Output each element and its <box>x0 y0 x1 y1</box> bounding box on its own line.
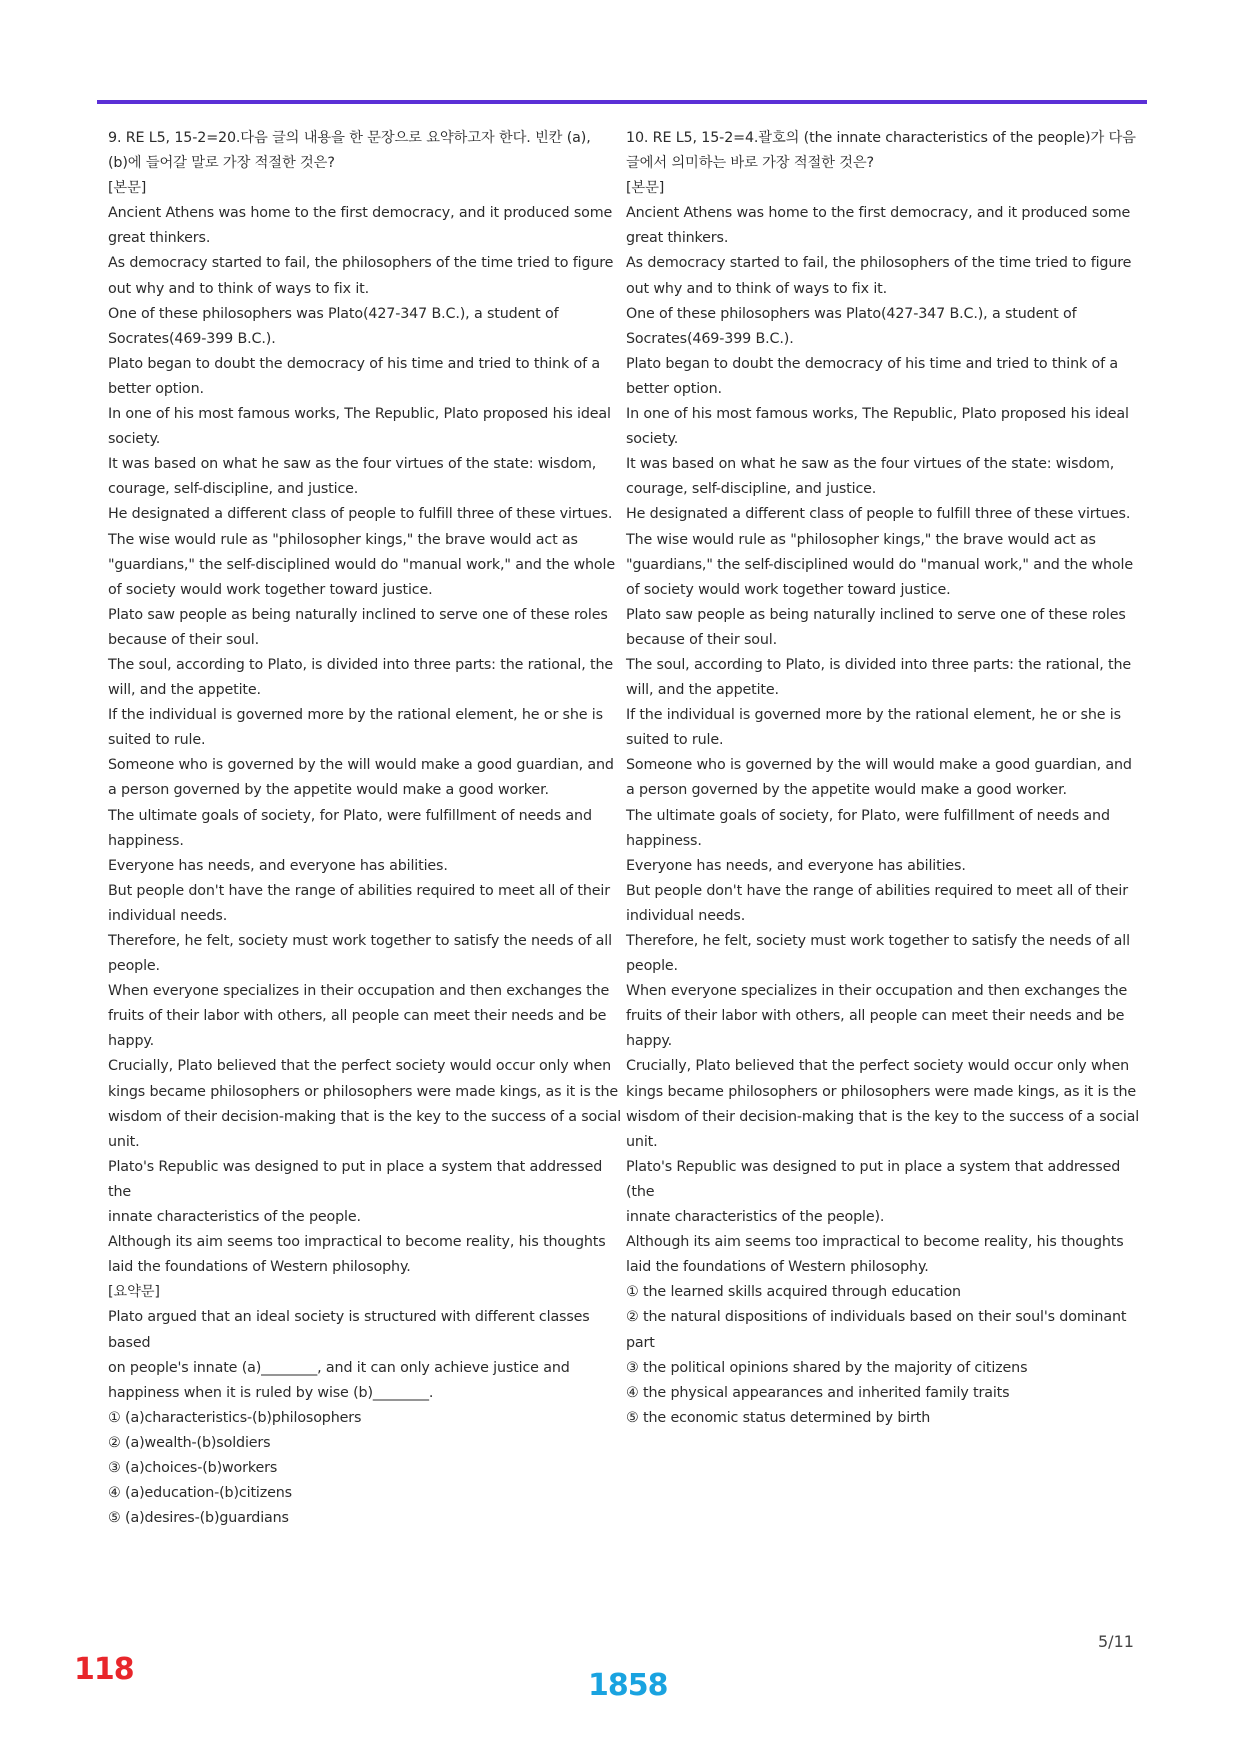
q10-text-line: because of their soul. <box>626 631 777 648</box>
q9-text-line: Everyone has needs, and everyone has abilities. <box>108 857 448 874</box>
q10-text-line: great thinkers. <box>626 230 729 247</box>
q10-text-line: kings became philosophers or philosophers were made kings, as it is the <box>626 1083 1137 1100</box>
q10-text-line: ① the learned skills acquired through education <box>626 1284 961 1301</box>
q9-text-line: great thinkers. <box>108 230 211 247</box>
q10-text-line: When everyone specializes in their occupation and then exchanges the <box>626 983 1128 1000</box>
q9-text-line: laid the foundations of Western philosophy. <box>108 1259 411 1276</box>
q9-text-line: "guardians," the self-disciplined would do "manual work," and the whole <box>108 556 615 573</box>
q9-text-line: In one of his most famous works, The Republic, Plato proposed his ideal <box>108 406 611 423</box>
q10-text-line: If the individual is governed more by the rational element, he or she is <box>626 707 1121 724</box>
q10-text-line: Plato began to doubt the democracy of his time and tried to think of a <box>626 355 1119 372</box>
q9-text-line: When everyone specializes in their occupation and then exchanges the <box>108 983 610 1000</box>
q9-text-line: If the individual is governed more by the rational element, he or she is <box>108 707 603 724</box>
q10-text-line: will, and the appetite. <box>626 682 779 699</box>
q9-text-line: courage, self-discipline, and justice. <box>108 481 359 498</box>
q9-text-line: wisdom of their decision-making that is the key to the success of a social <box>108 1108 622 1125</box>
q10-text-line: In one of his most famous works, The Republic, Plato proposed his ideal <box>626 406 1129 423</box>
q9-text-line: It was based on what he saw as the four virtues of the state: wisdom, <box>108 456 597 473</box>
q10-text-line: suited to rule. <box>626 732 724 749</box>
q9-text-line: ③ (a)choices-(b)workers <box>108 1459 278 1476</box>
q10-text-line: The ultimate goals of society, for Plato, were fulfillment of needs and <box>626 807 1110 824</box>
q9-text-line: But people don't have the range of abilities required to meet all of their <box>108 882 610 899</box>
q10-text-line: But people don't have the range of abilities required to meet all of their <box>626 882 1128 899</box>
q10-text-line: ③ the political opinions shared by the majority of citizens <box>626 1359 1028 1376</box>
q9-text-line: kings became philosophers or philosophers were made kings, as it is the <box>108 1083 619 1100</box>
q9-text-line: The soul, according to Plato, is divided into three parts: the rational, the <box>108 656 614 673</box>
q9-text-line: Plato saw people as being naturally inclined to serve one of these roles <box>108 606 608 623</box>
q10-text-line: [본문] <box>626 180 665 197</box>
q10-text-line: part <box>626 1334 655 1351</box>
q10-text-line: of society would work together toward justice. <box>626 581 951 598</box>
q9-text-line: better option. <box>108 380 204 397</box>
q9-text-line: He designated a different class of people to fulfill three of these virtues. <box>108 506 613 523</box>
q10-text-line: society. <box>626 431 679 448</box>
question-10-column <box>626 126 1140 1431</box>
q10-text-line: laid the foundations of Western philosophy. <box>626 1259 929 1276</box>
q9-text-line: ④ (a)education-(b)citizens <box>108 1485 292 1502</box>
q9-text-line: on people's innate (a)________, and it can only achieve justice and <box>108 1359 570 1376</box>
q10-text-line: One of these philosophers was Plato(427-347 B.C.), a student of <box>626 305 1077 322</box>
q10-text-line: a person governed by the appetite would make a good worker. <box>626 782 1067 799</box>
q9-text-line: As democracy started to fail, the philosophers of the time tried to figure <box>108 255 614 272</box>
q9-text-line: (b)에 들어갈 말로 가장 적절한 것은? <box>108 155 335 172</box>
q10-text-line: The wise would rule as "philosopher kings," the brave would act as <box>626 531 1096 548</box>
q9-text-line: innate characteristics of the people. <box>108 1209 361 1226</box>
q9-text-line: happy. <box>108 1033 155 1050</box>
q9-text-line: suited to rule. <box>108 732 206 749</box>
q9-text-line: [본문] <box>108 180 147 197</box>
q10-text-line: Therefore, he felt, society must work together to satisfy the needs of all <box>626 933 1130 949</box>
q9-text-line: individual needs. <box>108 907 228 924</box>
q9-text-line: Plato argued that an ideal society is structured with different classes based <box>108 1309 590 1351</box>
question-9-column <box>108 126 622 1531</box>
q9-text-line: Plato began to doubt the democracy of his time and tried to think of a <box>108 355 601 372</box>
q9-text-line: happiness when it is ruled by wise (b)________. <box>108 1384 434 1401</box>
q9-text-line: society. <box>108 431 161 448</box>
q9-text-line: 9. RE L5, 15-2=20.다음 글의 내용을 한 문장으로 요약하고자 한다. 빈칸 (a), <box>108 130 591 146</box>
q9-text-line: Ancient Athens was home to the first democracy, and it produced some <box>108 205 613 222</box>
q10-text-line: wisdom of their decision-making that is the key to the success of a social <box>626 1108 1140 1125</box>
q9-text-line: ② (a)wealth-(b)soldiers <box>108 1434 271 1451</box>
q9-text-line: ① (a)characteristics-(b)philosophers <box>108 1409 362 1426</box>
q10-text-line: people. <box>626 958 678 975</box>
q9-text-line: Crucially, Plato believed that the perfect society would occur only when <box>108 1058 612 1075</box>
q10-text-line: Plato's Republic was designed to put in place a system that addressed (the <box>626 1158 1121 1200</box>
q9-text-line: ⑤ (a)desires-(b)guardians <box>108 1510 289 1527</box>
q10-text-line: He designated a different class of people to fulfill three of these virtues. <box>626 506 1131 523</box>
q9-text-line: because of their soul. <box>108 631 259 648</box>
footer-left-mark: 118 <box>74 1652 134 1687</box>
q10-text-line: ④ the physical appearances and inherited family traits <box>626 1384 1010 1401</box>
q10-text-line: Although its aim seems too impractical to become reality, his thoughts <box>626 1234 1124 1251</box>
q10-text-line: 글에서 의미하는 바로 가장 적절한 것은? <box>626 155 874 172</box>
q10-text-line: 10. RE L5, 15-2=4.괄호의 (the innate characteristics of the people)가 다음 <box>626 130 1136 146</box>
q9-text-line: will, and the appetite. <box>108 682 261 699</box>
q9-text-line: Socrates(469-399 B.C.). <box>108 330 276 347</box>
q10-text-line: "guardians," the self-disciplined would do "manual work," and the whole <box>626 556 1133 573</box>
q10-text-line: ② the natural dispositions of individuals based on their soul's dominant <box>626 1309 1127 1326</box>
q9-text-line: happiness. <box>108 832 184 849</box>
q10-text-line: Someone who is governed by the will would make a good guardian, and <box>626 757 1132 774</box>
q10-text-line: ⑤ the economic status determined by birth <box>626 1409 931 1426</box>
q10-text-line: The soul, according to Plato, is divided into three parts: the rational, the <box>626 656 1132 673</box>
q9-text-line: Therefore, he felt, society must work together to satisfy the needs of all <box>108 933 612 949</box>
q9-text-line: Someone who is governed by the will would make a good guardian, and <box>108 757 614 774</box>
q10-text-line: As democracy started to fail, the philosophers of the time tried to figure <box>626 255 1132 272</box>
q9-text-line: people. <box>108 958 160 975</box>
q9-text-line: of society would work together toward justice. <box>108 581 433 598</box>
q9-text-line: [요약문] <box>108 1284 160 1301</box>
q10-text-line: Ancient Athens was home to the first democracy, and it produced some <box>626 205 1131 222</box>
top-divider <box>97 100 1147 104</box>
q10-text-line: individual needs. <box>626 907 746 924</box>
q9-text-line: fruits of their labor with others, all people can meet their needs and be <box>108 1008 607 1025</box>
q10-text-line: better option. <box>626 380 722 397</box>
q10-text-line: courage, self-discipline, and justice. <box>626 481 877 498</box>
q10-text-line: happy. <box>626 1033 673 1050</box>
q10-text-line: Everyone has needs, and everyone has abilities. <box>626 857 966 874</box>
q9-text-line: One of these philosophers was Plato(427-347 B.C.), a student of <box>108 305 559 322</box>
q10-text-line: It was based on what he saw as the four virtues of the state: wisdom, <box>626 456 1115 473</box>
page-number: 5/11 <box>1098 1632 1134 1651</box>
q10-text-line: unit. <box>626 1133 658 1150</box>
footer-center-mark: 1858 <box>588 1668 668 1703</box>
q9-text-line: The ultimate goals of society, for Plato, were fulfillment of needs and <box>108 807 592 824</box>
q10-text-line: innate characteristics of the people). <box>626 1209 885 1226</box>
q10-text-line: Socrates(469-399 B.C.). <box>626 330 794 347</box>
q10-text-line: Plato saw people as being naturally inclined to serve one of these roles <box>626 606 1126 623</box>
q10-text-line: Crucially, Plato believed that the perfect society would occur only when <box>626 1058 1130 1075</box>
q9-text-line: Plato's Republic was designed to put in place a system that addressed the <box>108 1158 603 1200</box>
q10-text-line: out why and to think of ways to fix it. <box>626 280 887 297</box>
q10-text-line: fruits of their labor with others, all people can meet their needs and be <box>626 1008 1125 1025</box>
q9-text-line: a person governed by the appetite would make a good worker. <box>108 782 549 799</box>
q9-text-line: The wise would rule as "philosopher kings," the brave would act as <box>108 531 578 548</box>
q10-text-line: happiness. <box>626 832 702 849</box>
q9-text-line: unit. <box>108 1133 140 1150</box>
q9-text-line: out why and to think of ways to fix it. <box>108 280 369 297</box>
q9-text-line: Although its aim seems too impractical to become reality, his thoughts <box>108 1234 606 1251</box>
